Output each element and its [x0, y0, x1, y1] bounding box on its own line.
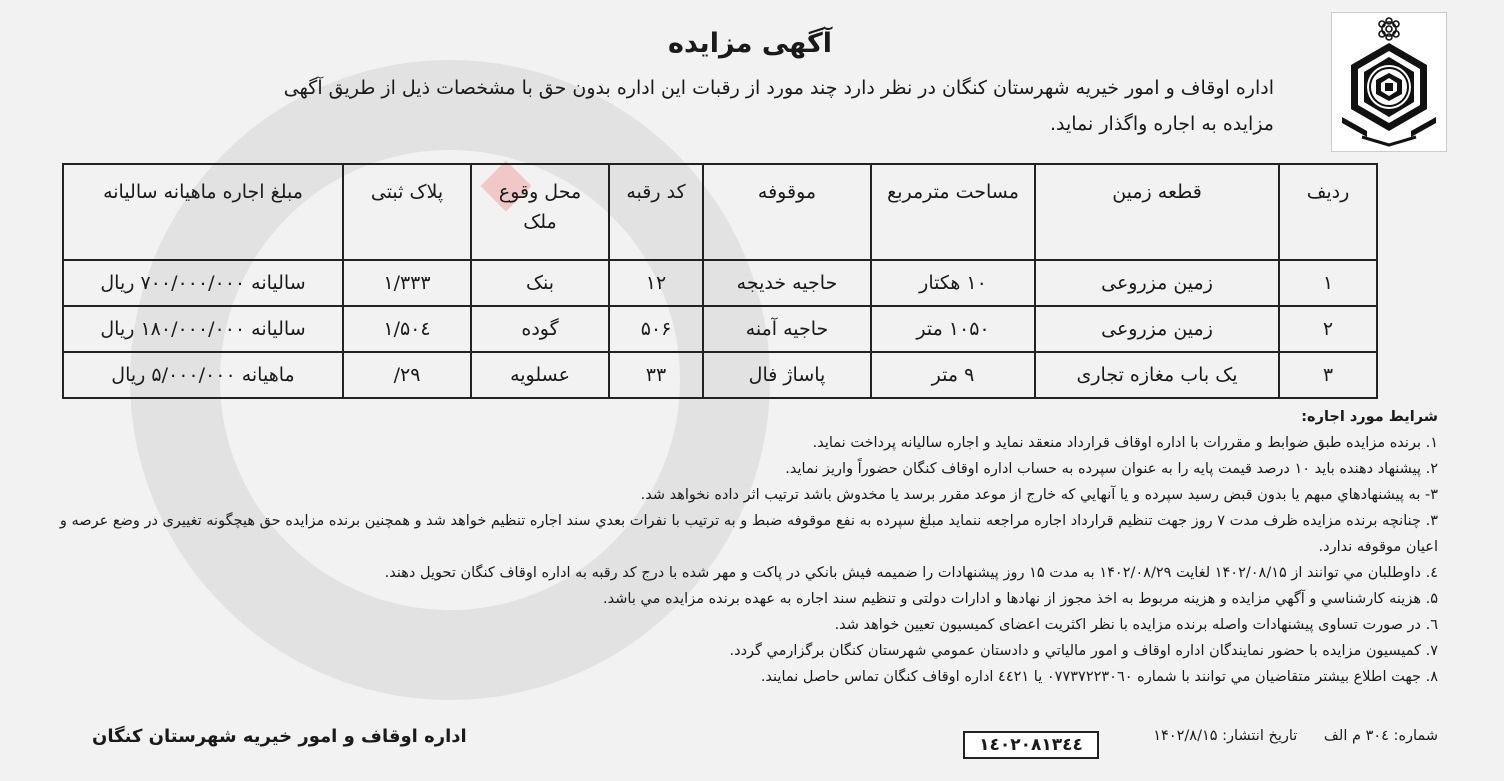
condition-item: ۸. جهت اطلاع بیشتر متقاضیان مي توانند با شماره ۰۷۷۳۷۲۲۳۰٦۰ یا ٤٤٢١ اداره اوقاف کنگان تماس حاصل نمایند.	[760, 669, 1438, 685]
cell-location: عسلویه	[471, 352, 609, 398]
cell-land-parcel: زمین مزروعی	[1035, 260, 1279, 306]
cell-rent-amount: ماهیانه ۵/۰۰۰/۰۰۰ ریال	[63, 352, 343, 398]
condition-item: ۲. پیشنهاد دهنده باید ۱۰ درصد قیمت پایه را به عنوان سپرده به حساب اداره اوقاف کنگان حضوراً واریز نماید.	[785, 461, 1438, 477]
publish-date: تاریخ انتشار: ۱۴۰۲/۸/۱۵	[1153, 728, 1298, 744]
col-header-location: محل وقوع ملک	[471, 164, 609, 260]
notice-intro: اداره اوقاف و امور خیریه شهرستان کنگان در نظر دارد چند مورد از رقبات این اداره بدون حق با مشخصات ذیل از طریق آگهی مزایده به اجاره واگذار نماید.	[283, 77, 1274, 135]
cell-land-parcel: زمین مزروعی	[1035, 306, 1279, 352]
notice-title: آگهی مزایده	[668, 28, 832, 59]
cell-endowment: حاجیه خدیجه	[703, 260, 871, 306]
condition-item: ۳- به پیشنهادهاي مبهم یا بدون قبض رسید سپرده و یا آنهایي که خارج از موعد مقرر برسد یا مخدوش باشد ترتیب اثر داده نخواهد شد.	[640, 487, 1438, 503]
cell-item-code: ۳۳	[609, 352, 703, 398]
table-header-row	[63, 164, 1377, 260]
cell-area: ۱۰ هکتار	[871, 260, 1035, 306]
cell-area: ۱۰۵۰ متر	[871, 306, 1035, 352]
col-header-row-number: ردیف	[1279, 164, 1377, 260]
condition-item: ۵. هزینه کارشناسي و آگهي مزایده و هزینه مربوط به اخذ مجوز از نهادها و ادارات دولتی و تنظیم سند اجاره به عهده برنده مزایده مي باشد.	[603, 591, 1438, 607]
col-header-land-parcel: قطعه زمین	[1035, 164, 1279, 260]
cell-rent-amount: سالیانه ۷۰۰/۰۰۰/۰۰۰ ریال	[63, 260, 343, 306]
cell-row-number: ۲	[1279, 306, 1377, 352]
lease-conditions	[58, 404, 1438, 690]
lease-items-table	[62, 163, 1378, 399]
cell-land-parcel: یک باب مغازه تجاری	[1035, 352, 1279, 398]
cell-registration-plate: ۲۹/	[343, 352, 471, 398]
cell-endowment: پاساژ فال	[703, 352, 871, 398]
table-row	[63, 260, 1377, 306]
condition-item: ٤. داوطلبان مي توانند از ۱۴۰۲/۰۸/۱۵ لغایت ۱۴۰۲/۰۸/۲۹ به مدت ۱۵ روز پیشنهادات را ضمیمه فیش بانکي در پاکت و مهر شده با درج کد رقبه به اداره اوقاف کنگان تحویل دهند.	[384, 565, 1438, 581]
cell-endowment: حاجیه آمنه	[703, 306, 871, 352]
condition-item: ٦. در صورت تساوی پیشنهادات واصله برنده مزایده با نظر اکثریت اعضای کمیسیون تعیین خواهد شد.	[834, 617, 1438, 633]
col-header-item-code: کد رقبه	[609, 164, 703, 260]
issuer-signature: اداره اوقاف و امور خیریه شهرستان کنگان	[92, 726, 467, 747]
awqaf-emblem-icon	[1331, 12, 1447, 152]
cell-item-code: ۱۲	[609, 260, 703, 306]
col-header-registration-plate: پلاک ثبتی	[343, 164, 471, 260]
footer-meta	[1131, 728, 1438, 744]
col-header-area: مساحت مترمربع	[871, 164, 1035, 260]
cell-row-number: ۱	[1279, 260, 1377, 306]
col-header-rent-amount: مبلغ اجاره ماهیانه سالیانه	[63, 164, 343, 260]
cell-registration-plate: ۱/۵۰٤	[343, 306, 471, 352]
condition-item: ۷. کمیسیون مزایده با حضور نمایندگان اداره اوقاف و امور مالیاتي و دادستان عمومي شهرستان کنگان برگزارمي گردد.	[729, 643, 1438, 659]
table-row	[63, 352, 1377, 398]
cell-area: ۹ متر	[871, 352, 1035, 398]
cell-row-number: ۳	[1279, 352, 1377, 398]
notice-number: شماره: ۳۰٤ م الف	[1323, 728, 1438, 744]
cell-location: بنک	[471, 260, 609, 306]
condition-item: ۳. چنانچه برنده مزایده ظرف مدت ۷ روز جهت تنظیم قرارداد اجاره مراجعه ننماید مبلغ سپرده به نفع موقوفه ضبط و به ترتیب با نفرات بعدي سند اجاره تنظیم خواهد شد و همچنین برنده مزایده حق هیچگونه تغییری در وضع عرصه و اعیان موقوفه ندارد.	[59, 513, 1438, 555]
tracking-code: ۱٤۰۲۰۸۱۳٤٤	[963, 731, 1099, 759]
cell-registration-plate: ۱/۳۳۳	[343, 260, 471, 306]
col-header-endowment: موقوفه	[703, 164, 871, 260]
conditions-heading: شرایط مورد اجاره:	[1301, 409, 1438, 425]
cell-item-code: ۵۰۶	[609, 306, 703, 352]
cell-location: گوده	[471, 306, 609, 352]
cell-rent-amount: سالیانه ۱۸۰/۰۰۰/۰۰۰ ریال	[63, 306, 343, 352]
table-row	[63, 306, 1377, 352]
condition-item: ۱. برنده مزایده طبق ضوابط و مقررات با اداره اوقاف قرارداد منعقد نماید و اجاره سالیانه پرداخت نماید.	[812, 435, 1438, 451]
